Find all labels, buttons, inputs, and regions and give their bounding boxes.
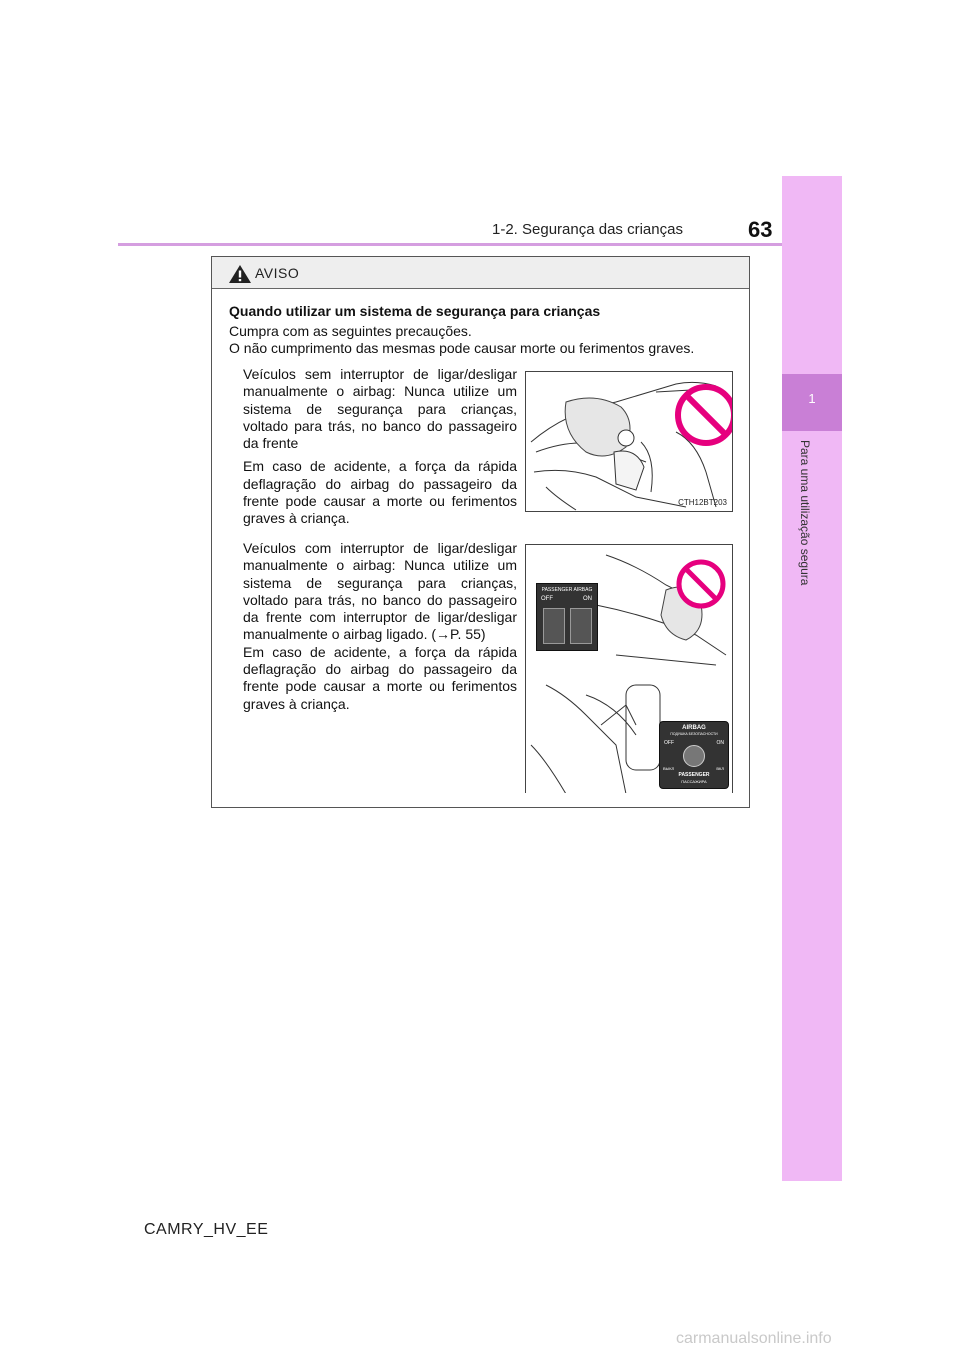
switch-on-local-label: ВКЛ: [716, 766, 724, 771]
chapter-side-tab: [782, 176, 842, 1181]
warning-box: [211, 256, 750, 808]
child-seat-on-icon: [570, 608, 592, 644]
warning-intro: [229, 323, 694, 357]
warning-triangle-icon: [228, 264, 252, 284]
switch-off-label: OFF: [664, 740, 674, 746]
child-seat-off-icon: [543, 608, 565, 644]
item2-paragraph: [243, 540, 517, 713]
switch-off-local-label: ВЫКЛ: [663, 766, 675, 771]
car-interior-illustration: [526, 372, 733, 512]
chapter-number: 1: [808, 391, 816, 406]
warning-title: Quando utilizar um sistema de segurança para crianças: [229, 303, 601, 319]
switch-panel-footer: PASSENGER: [678, 772, 710, 778]
item1-text: Veículos sem interruptor de ligar/desligar manualmente o airbag: Nunca utilize um sistema de segurança para crianças, voltado para trás, no banco do passageiro da frente: [243, 366, 517, 452]
item2-note: Em caso de acidente, a força da rápida deflagração do airbag do passageiro da frente pode causar a morte ou ferimentos graves à criança.: [243, 643, 517, 712]
warning-intro-line: O não cumprimento das mesmas pode causar morte ou ferimentos graves.: [229, 340, 695, 356]
passenger-airbag-indicator-panel: [536, 583, 598, 651]
model-code: CAMRY_HV_EE: [144, 1221, 269, 1238]
warning-header: [212, 257, 749, 289]
chapter-title: Para uma utilização segura: [798, 440, 812, 586]
switch-panel-footer-local: ПАССАЖИРА: [681, 779, 707, 784]
warning-label: AVISO: [255, 265, 300, 281]
figure-airbag-switch: [525, 544, 733, 793]
switch-panel-title: AIRBAG: [682, 725, 706, 731]
figure-no-rear-seat-front: [525, 371, 733, 512]
indicator-panel-title: PASSENGER AIRBAG: [541, 587, 593, 593]
airbag-manual-switch-panel: [659, 721, 729, 789]
figure-code: CTH12BT203: [678, 498, 727, 507]
item2-text: Veículos com interruptor de ligar/desligar manualmente o airbag: Nunca utilize um sistema de segurança para crianças, voltado para trás, no banco do passageiro da frente com interruptor de ligar/desligar manualmente o airbag ligado. (→P. 55): [243, 540, 517, 643]
switch-panel-subtitle: ПОДУШКА БЕЗОПАСНОСТИ: [670, 732, 718, 736]
warning-intro-line: Cumpra com as seguintes precauções.: [229, 323, 472, 339]
watermark: carmanualsonline.info: [676, 1330, 832, 1347]
item1-paragraph: [243, 366, 517, 528]
indicator-on-label: ON: [583, 596, 592, 602]
header-divider: [118, 243, 840, 246]
item1-note: Em caso de acidente, a força da rápida deflagração do airbag do passageiro da frente pode causar a morte ou ferimentos graves à criança.: [243, 458, 517, 527]
indicator-off-label: OFF: [541, 596, 553, 602]
switch-on-label: ON: [716, 740, 724, 746]
airbag-key-switch-icon: [683, 745, 705, 767]
section-title: 1-2. Segurança das crianças: [492, 221, 683, 238]
page-number: 63: [748, 217, 773, 242]
